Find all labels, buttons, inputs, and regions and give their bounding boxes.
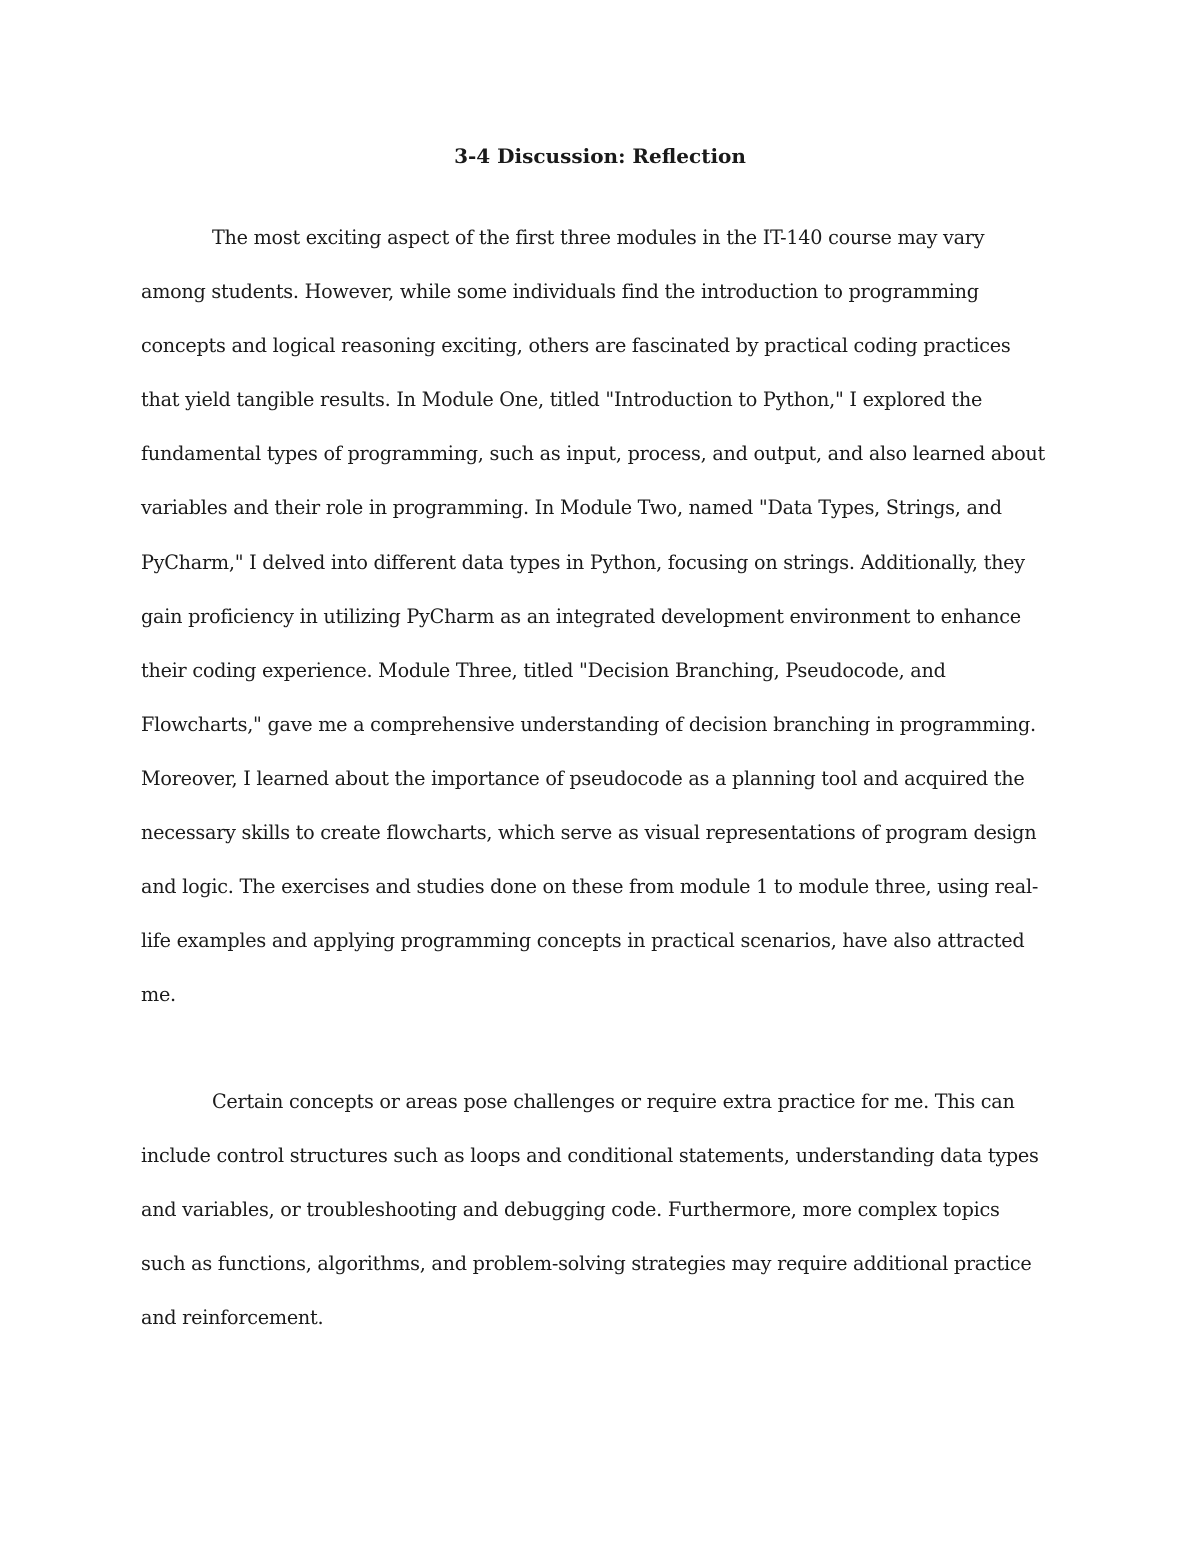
paragraph-line: PyCharm," I delved into different data types in Python, focusing on strings. Additionally, they <box>141 550 1025 574</box>
paragraph-line: and reinforcement. <box>141 1306 324 1330</box>
paragraph-line: Moreover, I learned about the importance of pseudocode as a planning tool and acquired the <box>141 766 1025 790</box>
paragraph-line: such as functions, algorithms, and problem-solving strategies may require additional practice <box>141 1252 1032 1276</box>
paragraph-line: variables and their role in programming. In Module Two, named "Data Types, Strings, and <box>141 496 1002 520</box>
paragraph-line: their coding experience. Module Three, titled "Decision Branching, Pseudocode, and <box>141 658 946 682</box>
paragraph-line: concepts and logical reasoning exciting, others are fascinated by practical coding practices <box>141 334 1011 358</box>
document-title: 3-4 Discussion: Reflection <box>454 144 746 168</box>
paragraph-line: Flowcharts," gave me a comprehensive understanding of decision branching in programming. <box>141 712 1036 736</box>
paragraph-line: and logic. The exercises and studies done on these from module 1 to module three, using real- <box>141 875 1039 899</box>
paragraph-line: The most exciting aspect of the first three modules in the IT-140 course may vary <box>212 226 985 249</box>
paragraph-line: necessary skills to create flowcharts, which serve as visual representations of program design <box>141 821 1037 845</box>
paragraph-line: Certain concepts or areas pose challenges or require extra practice for me. This can <box>212 1090 1015 1113</box>
paragraph-2 <box>141 1075 1059 1345</box>
paragraph-line: and variables, or troubleshooting and debugging code. Furthermore, more complex topics <box>141 1198 1000 1222</box>
paragraph-line: fundamental types of programming, such as input, process, and output, and also learned about <box>141 442 1045 466</box>
paragraph-line: me. <box>141 983 176 1007</box>
paragraph-line: life examples and applying programming concepts in practical scenarios, have also attracted <box>141 929 1025 953</box>
paragraph-line: among students. However, while some individuals find the introduction to programming <box>141 280 979 304</box>
paragraph-1 <box>141 211 1059 1022</box>
paragraph-line: include control structures such as loops and conditional statements, understanding data types <box>141 1144 1039 1168</box>
paragraph-line: gain proficiency in utilizing PyCharm as an integrated development environment to enhance <box>141 604 1021 628</box>
paragraph-line: that yield tangible results. In Module One, titled "Introduction to Python," I explored the <box>141 388 983 412</box>
